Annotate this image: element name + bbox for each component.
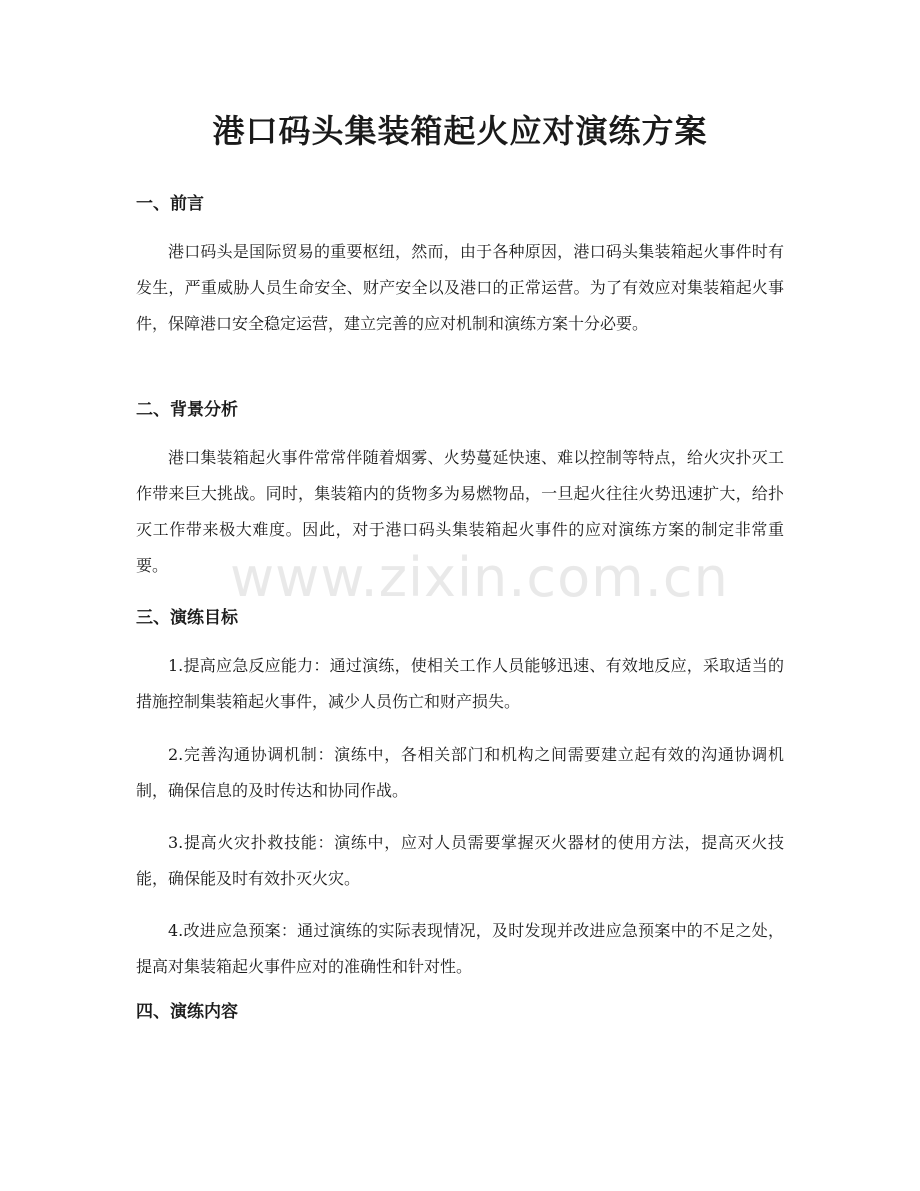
paragraph-preface: 港口码头是国际贸易的重要枢纽，然而，由于各种原因，港口码头集装箱起火事件时有发生，严重威胁人员生命安全、财产安全以及港口的正常运营。为了有效应对集装箱起火事件，保障港口安全稳定运营，建立完善的应对机制和演练方案十分必要。	[136, 242, 784, 333]
paragraph-goal-3: 3.提高火灾扑救技能：演练中，应对人员需要掌握灭火器材的使用方法，提高灭火技能，确保能及时有效扑灭火灾。	[136, 833, 784, 888]
section-heading-goals: 三、演练目标	[136, 608, 238, 628]
watermark-text: www.zixin.com.cn	[230, 546, 729, 609]
document-title: 港口码头集装箱起火应对演练方案	[212, 112, 708, 150]
paragraph-goal-4: 4.改进应急预案：通过演练的实际表现情况，及时发现并改进应急预案中的不足之处，提高对集装箱起火事件应对的准确性和针对性。	[136, 921, 784, 976]
section-heading-content: 四、演练内容	[136, 1002, 238, 1022]
paragraph-background: 港口集装箱起火事件常常伴随着烟雾、火势蔓延快速、难以控制等特点，给火灾扑灭工作带来巨大挑战。同时，集装箱内的货物多为易燃物品，一旦起火往往火势迅速扩大，给扑灭工作带来极大难度。因此，对于港口码头集装箱起火事件的应对演练方案的制定非常重要。	[136, 448, 784, 575]
section-heading-preface: 一、前言	[136, 194, 204, 214]
section-heading-background: 二、背景分析	[136, 400, 238, 420]
paragraph-goal-2: 2.完善沟通协调机制：演练中，各相关部门和机构之间需要建立起有效的沟通协调机制，确保信息的及时传达和协同作战。	[136, 745, 784, 800]
paragraph-goal-1: 1.提高应急反应能力：通过演练，使相关工作人员能够迅速、有效地反应，采取适当的措施控制集装箱起火事件，减少人员伤亡和财产损失。	[136, 656, 784, 711]
